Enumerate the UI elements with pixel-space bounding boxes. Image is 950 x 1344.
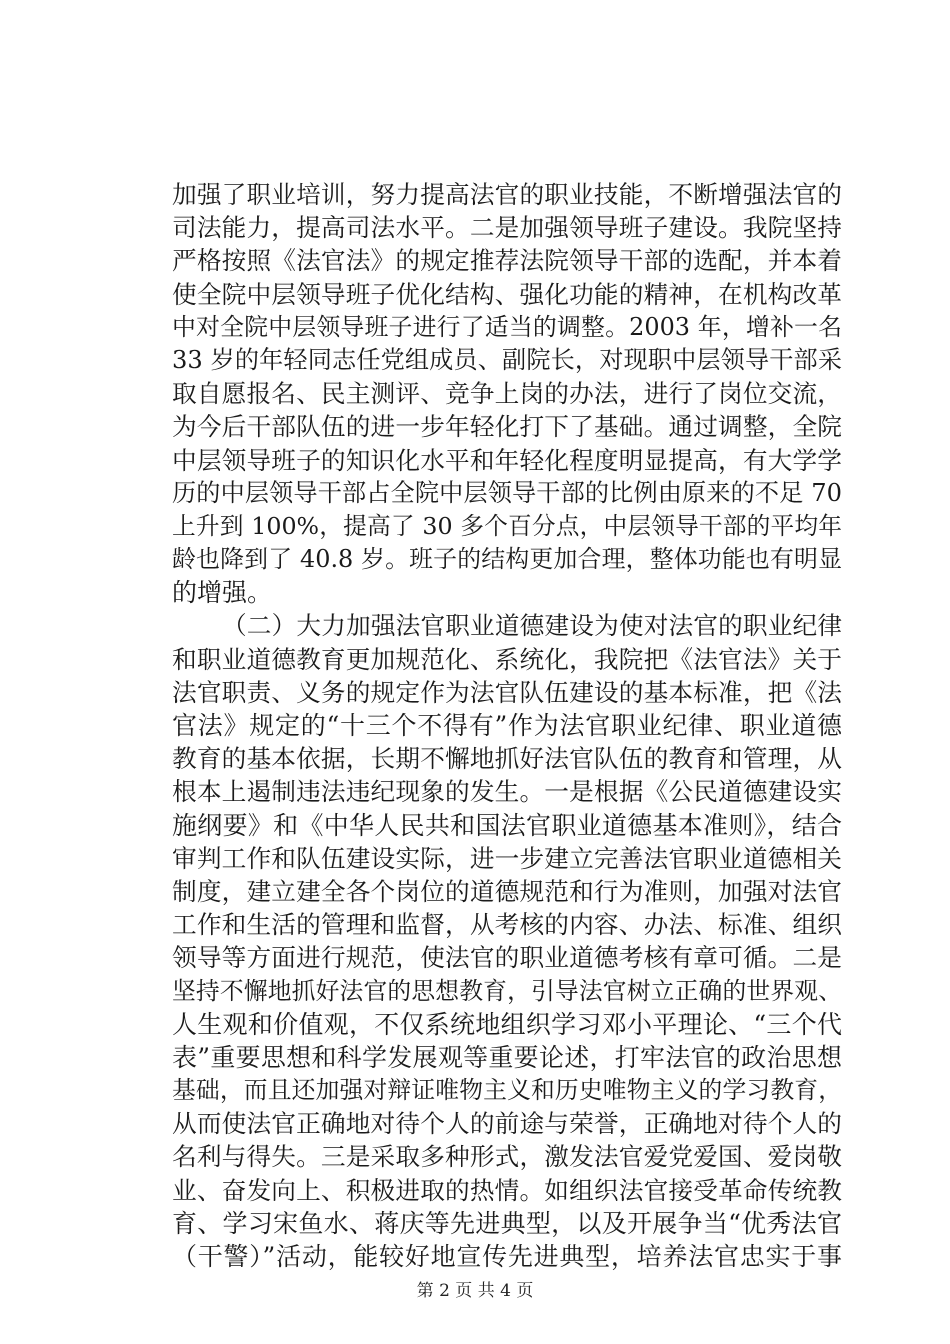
text-line: 表”重要思想和科学发展观等重要论述，打牢法官的政治思想 (172, 1042, 842, 1072)
section-heading-line: （二）大力加强法官职业道德建设为使对法官的职业纪律 (222, 611, 842, 641)
text-line: 业、奋发向上、积极进取的热情。如组织法官接受革命传统教 (172, 1175, 842, 1205)
text-line: 工作和生活的管理和监督，从考核的内容、办法、标准、组织 (172, 910, 842, 940)
document-body (172, 178, 842, 1273)
text-line: 审判工作和队伍建设实际，进一步建立完善法官职业道德相关 (172, 843, 842, 873)
text-line: 严格按照《法官法》的规定推荐法院领导干部的选配，并本着 (172, 246, 842, 276)
text-line: （干警）”活动，能较好地宣传先进典型，培养法官忠实于事 (172, 1242, 842, 1271)
text-line: 育、学习宋鱼水、蒋庆等先进典型，以及开展争当“优秀法官 (172, 1208, 842, 1238)
text-line: 根本上遏制违法违纪现象的发生。一是根据《公民道德建设实 (172, 777, 842, 807)
text-line: 基础，而且还加强对辩证唯物主义和历史唯物主义的学习教育， (172, 1076, 842, 1105)
page-number-footer: 第 2 页 共 4 页 (416, 1281, 534, 1301)
text-line: 施纲要》和《中华人民共和国法官职业道德基本准则》，结合 (172, 810, 842, 840)
text-line: 从而使法官正确地对待个人的前途与荣誉，正确地对待个人的 (172, 1109, 842, 1139)
text-line: 坚持不懈地抓好法官的思想教育，引导法官树立正确的世界观、 (172, 976, 842, 1005)
text-line: 人生观和价值观，不仅系统地组织学习邓小平理论、“三个代 (172, 1009, 842, 1039)
text-line: 使全院中层领导班子优化结构、强化功能的精神，在机构改革 (172, 279, 842, 309)
text-line: 为今后干部队伍的进一步年轻化打下了基础。通过调整，全院 (172, 412, 842, 442)
text-line: 加强了职业培训，努力提高法官的职业技能，不断增强法官的 (172, 180, 842, 209)
paragraph-end-line: 的增强。 (172, 578, 273, 608)
text-line: 中对全院中层领导班子进行了适当的调整。2003 年，增补一名 (172, 312, 842, 341)
text-line: 名利与得失。三是采取多种形式，激发法官爱党爱国、爱岗敬 (172, 1142, 842, 1172)
text-line: 中层领导班子的知识化水平和年轻化程度明显提高，有大学学 (172, 445, 842, 475)
text-line: 取自愿报名、民主测评、竞争上岗的办法，进行了岗位交流， (172, 379, 842, 409)
text-line: 历的中层领导干部占全院中层领导干部的比例由原来的不足 70 (172, 478, 842, 507)
text-line: 法官职责、义务的规定作为法官队伍建设的基本标准，把《法 (172, 677, 842, 707)
text-line: 上升到 100%，提高了 30 多个百分点，中层领导干部的平均年 (172, 511, 842, 540)
text-line: 制度，建立建全各个岗位的道德规范和行为准则，加强对法官 (172, 876, 842, 906)
text-line: 领导等方面进行规范，使法官的职业道德考核有章可循。二是 (172, 943, 842, 973)
text-line: 和职业道德教育更加规范化、系统化，我院把《法官法》关于 (172, 644, 842, 674)
text-line: 司法能力，提高司法水平。二是加强领导班子建设。我院坚持 (172, 213, 842, 243)
text-line: 龄也降到了 40.8 岁。班子的结构更加合理，整体功能也有明显 (172, 545, 842, 574)
text-line: 33 岁的年轻同志任党组成员、副院长，对现职中层领导干部采 (172, 345, 842, 374)
text-line: 教育的基本依据，长期不懈地抓好法官队伍的教育和管理，从 (172, 744, 842, 774)
text-line: 官法》规定的“十三个不得有”作为法官职业纪律、职业道德 (172, 711, 842, 740)
